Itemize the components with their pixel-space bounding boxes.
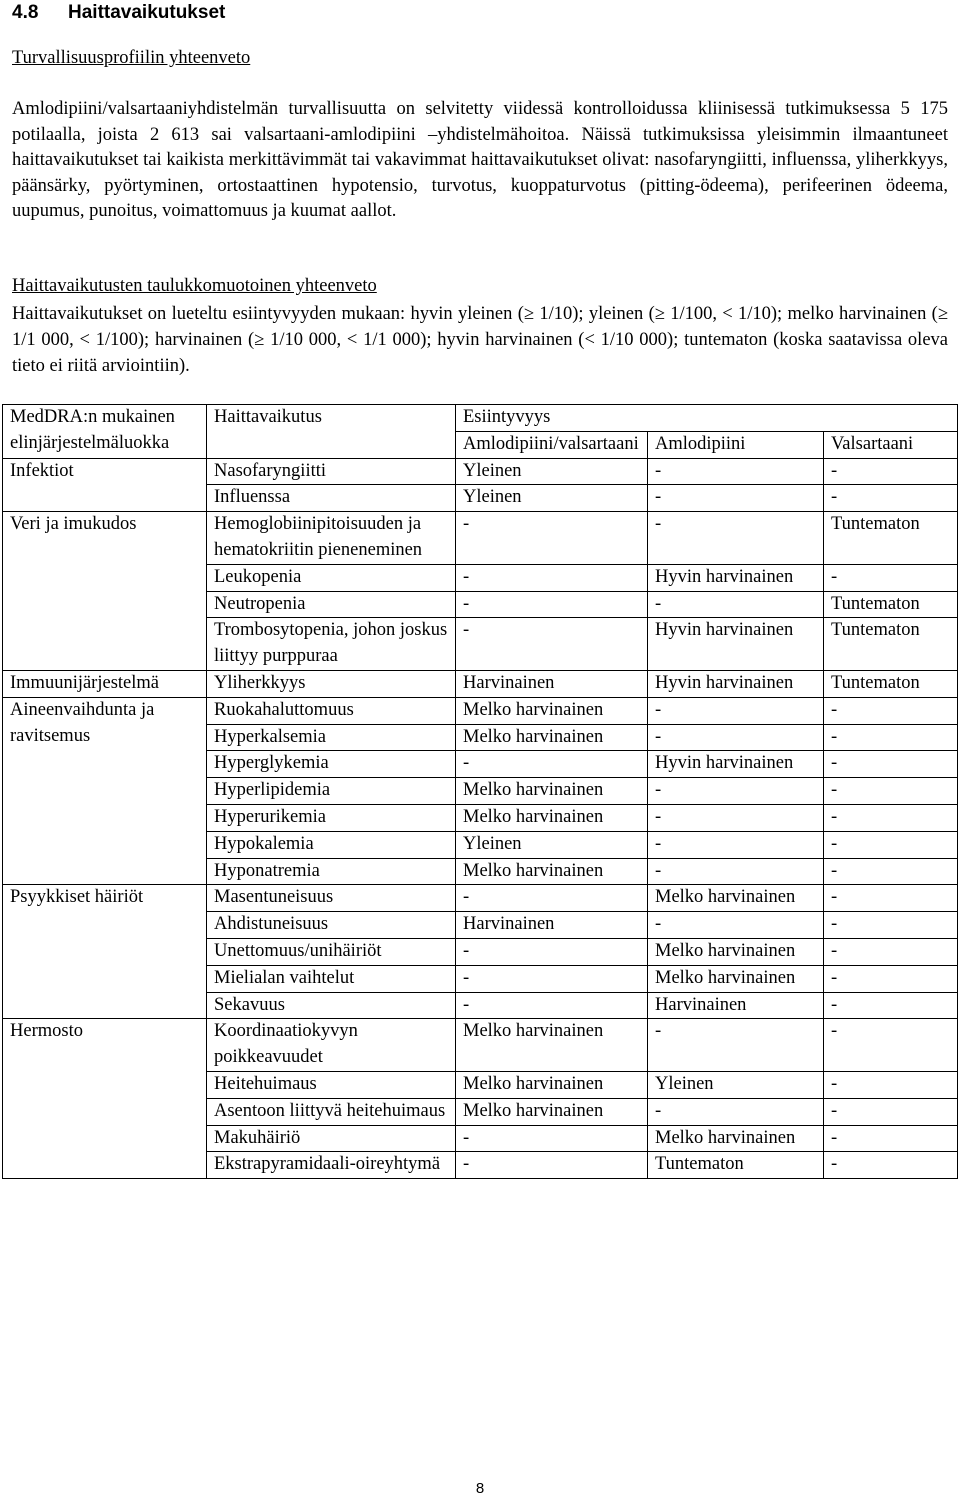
reaction-cell: Makuhäiriö [207, 1125, 456, 1152]
combo-frequency-cell: - [456, 512, 648, 565]
table-header-row [3, 405, 958, 432]
combo-frequency-cell: - [456, 618, 648, 671]
amlodipine-frequency-cell: Hyvin harvinainen [648, 618, 824, 671]
reaction-cell: Hyponatremia [207, 858, 456, 885]
valsartan-frequency-cell: Tuntematon [824, 591, 958, 618]
combo-frequency-cell: - [456, 1152, 648, 1179]
combo-frequency-cell: - [456, 751, 648, 778]
valsartan-frequency-cell: Tuntematon [824, 670, 958, 697]
reaction-cell: Hyperkalsemia [207, 724, 456, 751]
header-soc: MedDRA:n mukainen elinjärjestelmäluokka [3, 405, 207, 459]
table-row [3, 670, 958, 697]
amlodipine-frequency-cell: - [648, 697, 824, 724]
combo-frequency-cell: Melko harvinainen [456, 778, 648, 805]
valsartan-frequency-cell: - [824, 458, 958, 485]
valsartan-frequency-cell: - [824, 938, 958, 965]
page-number: 8 [475, 1480, 485, 1497]
combo-frequency-cell: - [456, 885, 648, 912]
reaction-cell: Hyperurikemia [207, 804, 456, 831]
section-number: 4.8 [12, 2, 39, 23]
combo-frequency-cell: - [456, 591, 648, 618]
safety-profile-paragraph: Amlodipiini/valsartaaniyhdistelmän turvallisuutta on selvitetty viidessä kontrolloidussa kliinisessä tutkimuksessa 5 175 potilaalla, joista 2 613 sai valsartaani-amlodipiini –yhdistelmähoitoa. Näissä tutkimuksissa yleisimmin ilmaantuneet haittavaikutukset tai kaikista merkittävimmät tai vakavimmat haittavaikutukset olivat: nasofaryngiitti, influenssa, yliherkkyys, päänsärky, pyörtyminen, ortostaattinen hypotensio, turvotus, kuoppaturvotus (pitting-ödeema), perifeerinen ödeema, uupumus, punoitus, voimattomuus ja kuumat aallot. [12, 99, 948, 222]
table-row [3, 885, 958, 912]
amlodipine-frequency-cell: Hyvin harvinainen [648, 670, 824, 697]
valsartan-frequency-cell: - [824, 724, 958, 751]
amlodipine-frequency-cell: - [648, 804, 824, 831]
reaction-cell: Ahdistuneisuus [207, 912, 456, 939]
reaction-cell: Koordinaatiokyvyn poikkeavuudet [207, 1019, 456, 1072]
valsartan-frequency-cell: - [824, 751, 958, 778]
frequency-definition-paragraph: Haittavaikutukset on lueteltu esiintyvyyden mukaan: hyvin yleinen (≥ 1/10); yleinen (≥ 1/100, < 1/10); melko harvinainen (≥ 1/1 000, < 1/100); harvinainen (≥ 1/10 000, < 1/1 000); hyvin harvinainen (< 1/10 000); tuntematon (koska saatavissa oleva tieto ei riitä arviointiin). [12, 304, 948, 376]
amlodipine-frequency-cell: - [648, 912, 824, 939]
amlodipine-frequency-cell: Harvinainen [648, 992, 824, 1019]
valsartan-frequency-cell: - [824, 1125, 958, 1152]
combo-frequency-cell: Melko harvinainen [456, 1098, 648, 1125]
reaction-cell: Hyperglykemia [207, 751, 456, 778]
valsartan-frequency-cell: - [824, 697, 958, 724]
tabular-summary-heading: Haittavaikutusten taulukkomuotoinen yhteenveto [12, 276, 377, 296]
amlodipine-frequency-cell: - [648, 591, 824, 618]
table-row [3, 458, 958, 485]
amlodipine-frequency-cell: - [648, 724, 824, 751]
header-amlodipine: Amlodipiini [648, 431, 824, 458]
amlodipine-frequency-cell: - [648, 1019, 824, 1072]
soc-cell: Veri ja imukudos [3, 512, 207, 671]
combo-frequency-cell: Melko harvinainen [456, 1019, 648, 1072]
amlodipine-frequency-cell: Hyvin harvinainen [648, 564, 824, 591]
reaction-cell: Yliherkkyys [207, 670, 456, 697]
amlodipine-frequency-cell: - [648, 485, 824, 512]
soc-cell: Psyykkiset häiriöt [3, 885, 207, 1019]
combo-frequency-cell: - [456, 965, 648, 992]
reaction-cell: Hypokalemia [207, 831, 456, 858]
reaction-cell: Nasofaryngiitti [207, 458, 456, 485]
valsartan-frequency-cell: - [824, 965, 958, 992]
valsartan-frequency-cell: - [824, 778, 958, 805]
adverse-reactions-table [2, 404, 958, 1179]
reaction-cell: Heitehuimaus [207, 1071, 456, 1098]
combo-frequency-cell: Melko harvinainen [456, 697, 648, 724]
valsartan-frequency-cell: - [824, 912, 958, 939]
valsartan-frequency-cell: - [824, 992, 958, 1019]
amlodipine-frequency-cell: - [648, 512, 824, 565]
amlodipine-frequency-cell: - [648, 458, 824, 485]
header-reaction: Haittavaikutus [207, 405, 456, 459]
amlodipine-frequency-cell: - [648, 1098, 824, 1125]
valsartan-frequency-cell: Tuntematon [824, 618, 958, 671]
combo-frequency-cell: Melko harvinainen [456, 858, 648, 885]
reaction-cell: Hemoglobiinipitoisuuden ja hematokriitin pieneneminen [207, 512, 456, 565]
table-row [3, 697, 958, 724]
soc-cell: Hermosto [3, 1019, 207, 1179]
reaction-cell: Leukopenia [207, 564, 456, 591]
combo-frequency-cell: Melko harvinainen [456, 1071, 648, 1098]
combo-frequency-cell: Yleinen [456, 485, 648, 512]
valsartan-frequency-cell: - [824, 1019, 958, 1072]
reaction-cell: Ekstrapyramidaali-oireyhtymä [207, 1152, 456, 1179]
combo-frequency-cell: Harvinainen [456, 912, 648, 939]
amlodipine-frequency-cell: Yleinen [648, 1071, 824, 1098]
valsartan-frequency-cell: - [824, 804, 958, 831]
amlodipine-frequency-cell: Melko harvinainen [648, 965, 824, 992]
amlodipine-frequency-cell: Hyvin harvinainen [648, 751, 824, 778]
amlodipine-frequency-cell: Melko harvinainen [648, 885, 824, 912]
combo-frequency-cell: Harvinainen [456, 670, 648, 697]
amlodipine-frequency-cell: - [648, 831, 824, 858]
reaction-cell: Ruokahaluttomuus [207, 697, 456, 724]
valsartan-frequency-cell: Tuntematon [824, 512, 958, 565]
soc-cell: Aineenvaihdunta ja ravitsemus [3, 697, 207, 885]
combo-frequency-cell: Melko harvinainen [456, 804, 648, 831]
valsartan-frequency-cell: - [824, 564, 958, 591]
reaction-cell: Neutropenia [207, 591, 456, 618]
reaction-cell: Asentoon liittyvä heitehuimaus [207, 1098, 456, 1125]
header-combo: Amlodipiini/valsartaani [456, 431, 648, 458]
header-frequency: Esiintyvyys [456, 405, 958, 432]
valsartan-frequency-cell: - [824, 1152, 958, 1179]
header-valsartan: Valsartaani [824, 431, 958, 458]
valsartan-frequency-cell: - [824, 1098, 958, 1125]
amlodipine-frequency-cell: Melko harvinainen [648, 938, 824, 965]
reaction-cell: Influenssa [207, 485, 456, 512]
valsartan-frequency-cell: - [824, 858, 958, 885]
combo-frequency-cell: - [456, 1125, 648, 1152]
section-heading [12, 2, 225, 24]
table-row [3, 1019, 958, 1072]
reaction-cell: Masentuneisuus [207, 885, 456, 912]
reaction-cell: Sekavuus [207, 992, 456, 1019]
amlodipine-frequency-cell: Melko harvinainen [648, 1125, 824, 1152]
soc-cell: Infektiot [3, 458, 207, 512]
combo-frequency-cell: Yleinen [456, 458, 648, 485]
reaction-cell: Hyperlipidemia [207, 778, 456, 805]
table-row [3, 512, 958, 565]
combo-frequency-cell: Melko harvinainen [456, 724, 648, 751]
valsartan-frequency-cell: - [824, 485, 958, 512]
reaction-cell: Unettomuus/unihäiriöt [207, 938, 456, 965]
section-title: Haittavaikutukset [68, 2, 226, 23]
amlodipine-frequency-cell: - [648, 778, 824, 805]
amlodipine-frequency-cell: Tuntematon [648, 1152, 824, 1179]
amlodipine-frequency-cell: - [648, 858, 824, 885]
valsartan-frequency-cell: - [824, 885, 958, 912]
valsartan-frequency-cell: - [824, 1071, 958, 1098]
valsartan-frequency-cell: - [824, 831, 958, 858]
combo-frequency-cell: Yleinen [456, 831, 648, 858]
reaction-cell: Trombosytopenia, johon joskus liittyy purppuraa [207, 618, 456, 671]
combo-frequency-cell: - [456, 564, 648, 591]
reaction-cell: Mielialan vaihtelut [207, 965, 456, 992]
combo-frequency-cell: - [456, 992, 648, 1019]
combo-frequency-cell: - [456, 938, 648, 965]
soc-cell: Immuunijärjestelmä [3, 670, 207, 697]
safety-profile-heading: Turvallisuusprofiilin yhteenveto [12, 48, 251, 68]
